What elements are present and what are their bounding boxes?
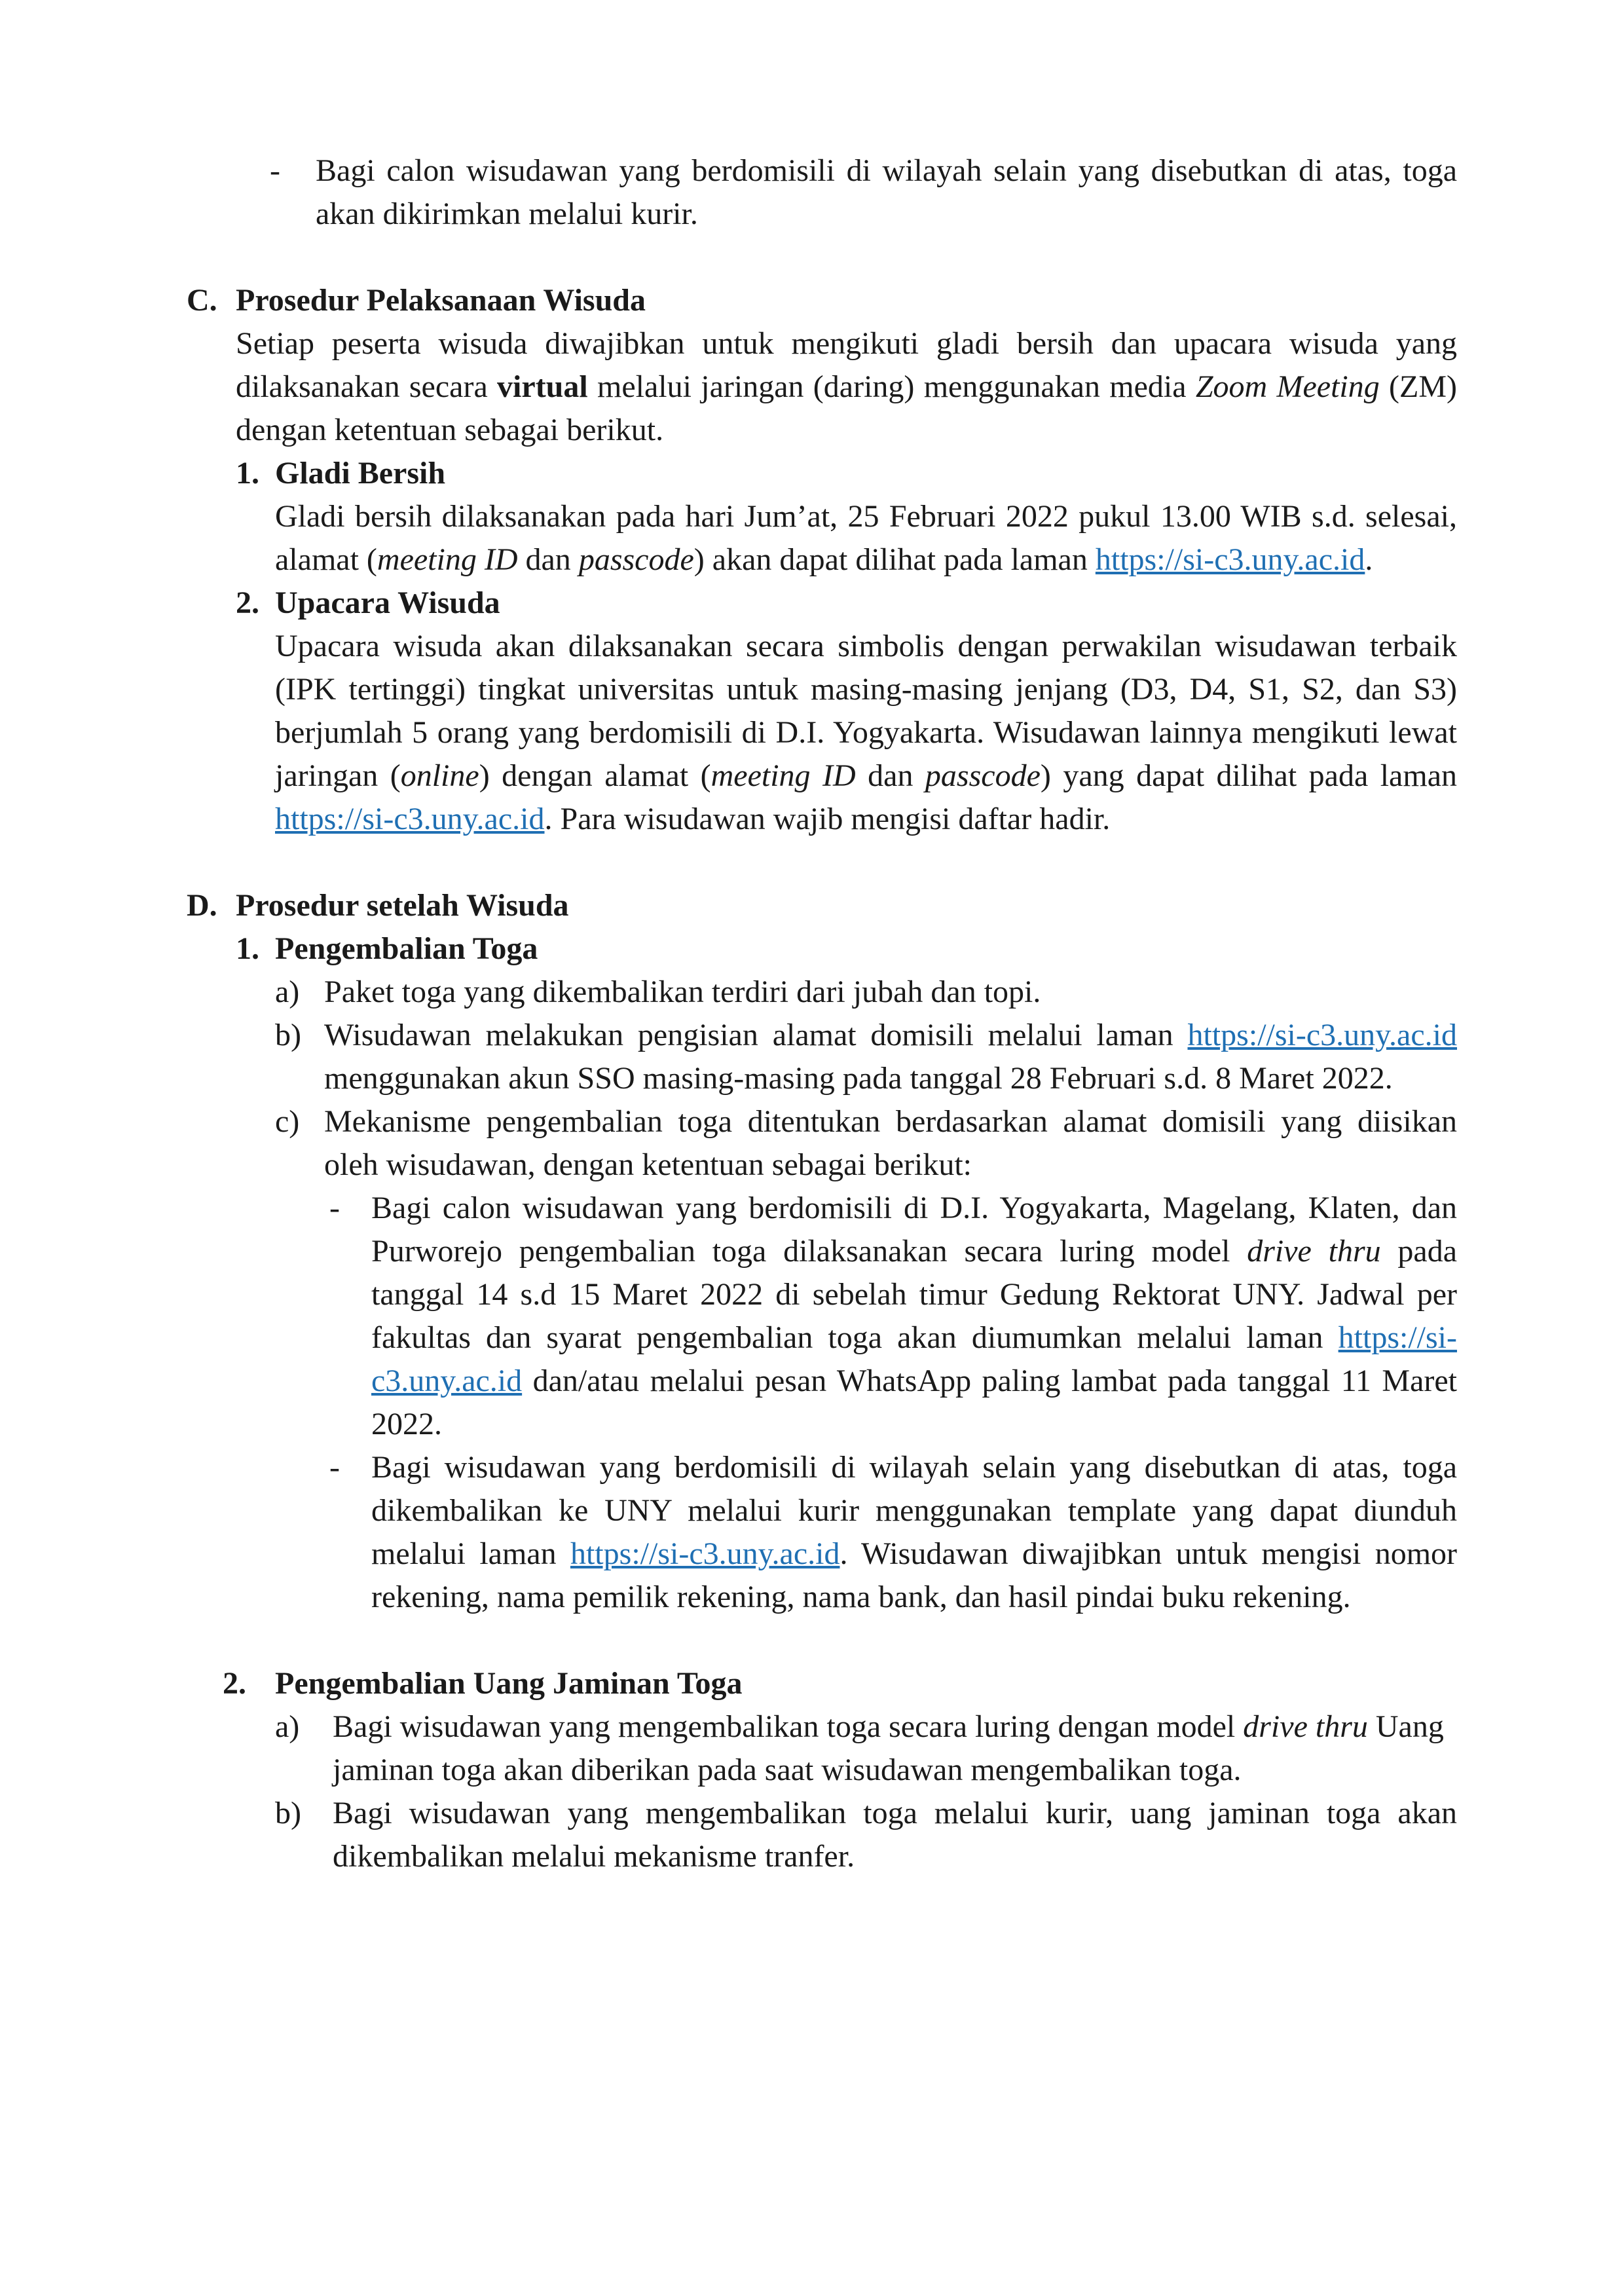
list-text [324, 1100, 1457, 1619]
si-c3-link[interactable]: https://si-c3.uny.ac.id [1095, 542, 1365, 577]
text: . Wisudawan diwajibkan untuk mengisi nomor rekening, nama pemilik rekening, nama bank, dan hasil pindai buku rekening. [371, 1536, 1458, 1614]
item-number: 1. [236, 456, 259, 491]
text: Bagi wisudawan yang mengembalikan toga secara luring dengan model [333, 1709, 1244, 1744]
list-marker: b) [275, 1018, 301, 1052]
text: . Para wisudawan wajib mengisi daftar hadir. [544, 802, 1111, 836]
text: . [1365, 542, 1373, 577]
text: Upacara wisuda akan dilaksanakan secara simbolis dengan perwakilan wisudawan terbaik (IPK tertinggi) tingkat universitas untuk masing-masing jenjang (D3, D4, S1, S2, dan S3) berjumlah 5 orang yang berdomisili di D.I. Yogyakarta. Wisudawan lainnya mengikuti lewat jaringan ( [275, 629, 1457, 793]
section-c-title: Prosedur Pelaksanaan Wisuda [236, 283, 646, 318]
text: dan [517, 542, 579, 577]
gladi-bersih-item [236, 452, 1457, 582]
section-c-heading [187, 279, 1457, 322]
text: Uang jaminan toga akan diberikan pada saat wisudawan mengembalikan toga. [333, 1709, 1444, 1787]
item-title: Upacara Wisuda [275, 585, 500, 620]
intro-text: melalui jaringan (daring) menggunakan media [587, 369, 1196, 404]
item-title: Pengembalian Toga [275, 931, 538, 966]
list-item [275, 971, 1457, 1014]
text: dan [855, 758, 925, 793]
gladi-bersih-text [275, 495, 1457, 582]
pengembalian-toga-heading [236, 927, 1457, 971]
italic: drive thru [1243, 1709, 1368, 1744]
gladi-bersih-heading [236, 452, 1457, 495]
text: Wisudawan melakukan pengisian alamat domisili melalui laman [324, 1018, 1188, 1052]
intro-text: (ZM) dengan ketentuan sebagai berikut. [236, 369, 1458, 447]
pengembalian-uang-jaminan-heading [223, 1662, 1457, 1705]
si-c3-link[interactable]: https://si-c3.uny.ac.id [1187, 1018, 1457, 1052]
list-item [275, 1792, 1457, 1878]
list-item [275, 1100, 1457, 1619]
section-d [187, 884, 1457, 1878]
italic: online [400, 758, 479, 793]
upacara-wisuda-heading [236, 582, 1457, 625]
italic: passcode [925, 758, 1041, 793]
pengembalian-uang-jaminan-item [223, 1662, 1457, 1878]
dash-text [371, 1187, 1457, 1446]
document-page [187, 149, 1457, 1878]
pengembalian-toga-list [275, 971, 1457, 1619]
si-c3-link[interactable]: https://si-c3.uny.ac.id [570, 1536, 840, 1571]
text: Bagi wisudawan yang berdomisili di wilayah selain yang disebutkan di atas, toga dikembalikan ke UNY melalui kurir menggunakan template yang dapat diunduh melalui laman [371, 1450, 1457, 1571]
list-text: Bagi wisudawan yang mengembalikan toga melalui kurir, uang jaminan toga akan dikembalikan melalui mekanisme tranfer. [333, 1796, 1457, 1874]
text: ) akan dapat dilihat pada laman [693, 542, 1096, 577]
text: ) dengan alamat ( [479, 758, 711, 793]
text: Mekanisme pengembalian toga ditentukan berdasarkan alamat domisili yang diisikan oleh wisudawan, dengan ketentuan sebagai berikut: [324, 1104, 1457, 1182]
dash-item [324, 1446, 1457, 1619]
item-number: 1. [236, 931, 259, 966]
intro-bold: virtual [497, 369, 588, 404]
list-item [275, 1014, 1457, 1100]
dash-marker: - [329, 1450, 340, 1485]
list-marker: b) [275, 1796, 301, 1830]
section-c-letter: C. [187, 283, 217, 318]
italic: meeting ID [710, 758, 856, 793]
upacara-wisuda-text [275, 625, 1457, 841]
section-c [187, 279, 1457, 841]
bullet-dash: - [270, 153, 280, 188]
list-text [324, 1014, 1457, 1100]
list-marker: a) [275, 974, 300, 1009]
italic: drive thru [1247, 1234, 1381, 1269]
italic: passcode [578, 542, 694, 577]
pengembalian-uang-jaminan-list [275, 1705, 1457, 1878]
text: pada tanggal 14 s.d 15 Maret 2022 di sebelah timur Gedung Rektorat UNY. Jadwal per fakultas dan syarat pengembalian toga akan diumumkan melalui laman [371, 1234, 1458, 1355]
si-c3-link[interactable]: https://si-c3.uny.ac.id [275, 802, 545, 836]
item-number: 2. [223, 1666, 246, 1701]
section-d-title: Prosedur setelah Wisuda [236, 888, 569, 923]
dash-marker: - [329, 1191, 340, 1225]
dash-text [371, 1446, 1457, 1619]
si-c3-link[interactable]: https://si-c3.uny.ac.id [371, 1320, 1457, 1398]
text: ) yang dapat dilihat pada laman [1040, 758, 1458, 793]
list-item [275, 1705, 1457, 1792]
top-bullet [270, 149, 1457, 236]
dash-item [324, 1187, 1457, 1446]
text: Gladi bersih dilaksanakan pada hari Jum’at, 25 Februari 2022 pukul 13.00 WIB s.d. selesai, alamat ( [275, 499, 1457, 577]
list-marker: a) [275, 1709, 300, 1744]
item-number: 2. [236, 585, 259, 620]
intro-italic: Zoom Meeting [1195, 369, 1380, 404]
section-d-letter: D. [187, 888, 217, 923]
item-title: Gladi Bersih [275, 456, 446, 491]
list-marker: c) [275, 1104, 300, 1139]
text: dan/atau melalui pesan WhatsApp paling lambat pada tanggal 11 Maret 2022. [371, 1363, 1457, 1441]
top-bullet-text: Bagi calon wisudawan yang berdomisili di wilayah selain yang disebutkan di atas, toga akan dikirimkan melalui kurir. [316, 153, 1457, 231]
text: Bagi calon wisudawan yang berdomisili di D.I. Yogyakarta, Magelang, Klaten, dan Purworejo pengembalian toga dilaksanakan secara luring model [371, 1191, 1457, 1269]
text: menggunakan akun SSO masing-masing pada tanggal 28 Februari s.d. 8 Maret 2022. [324, 1061, 1393, 1096]
item-title: Pengembalian Uang Jaminan Toga [275, 1666, 743, 1701]
upacara-wisuda-item [236, 582, 1457, 841]
pengembalian-toga-item [236, 927, 1457, 1619]
list-text: Paket toga yang dikembalikan terdiri dari jubah dan topi. [324, 974, 1041, 1009]
italic: meeting ID [377, 542, 518, 577]
section-d-heading [187, 884, 1457, 927]
list-text [333, 1705, 1457, 1792]
section-c-intro [236, 322, 1457, 452]
intro-text: Setiap peserta wisuda diwajibkan untuk mengikuti gladi bersih dan upacara wisuda yang dilaksanakan secara [236, 326, 1457, 404]
